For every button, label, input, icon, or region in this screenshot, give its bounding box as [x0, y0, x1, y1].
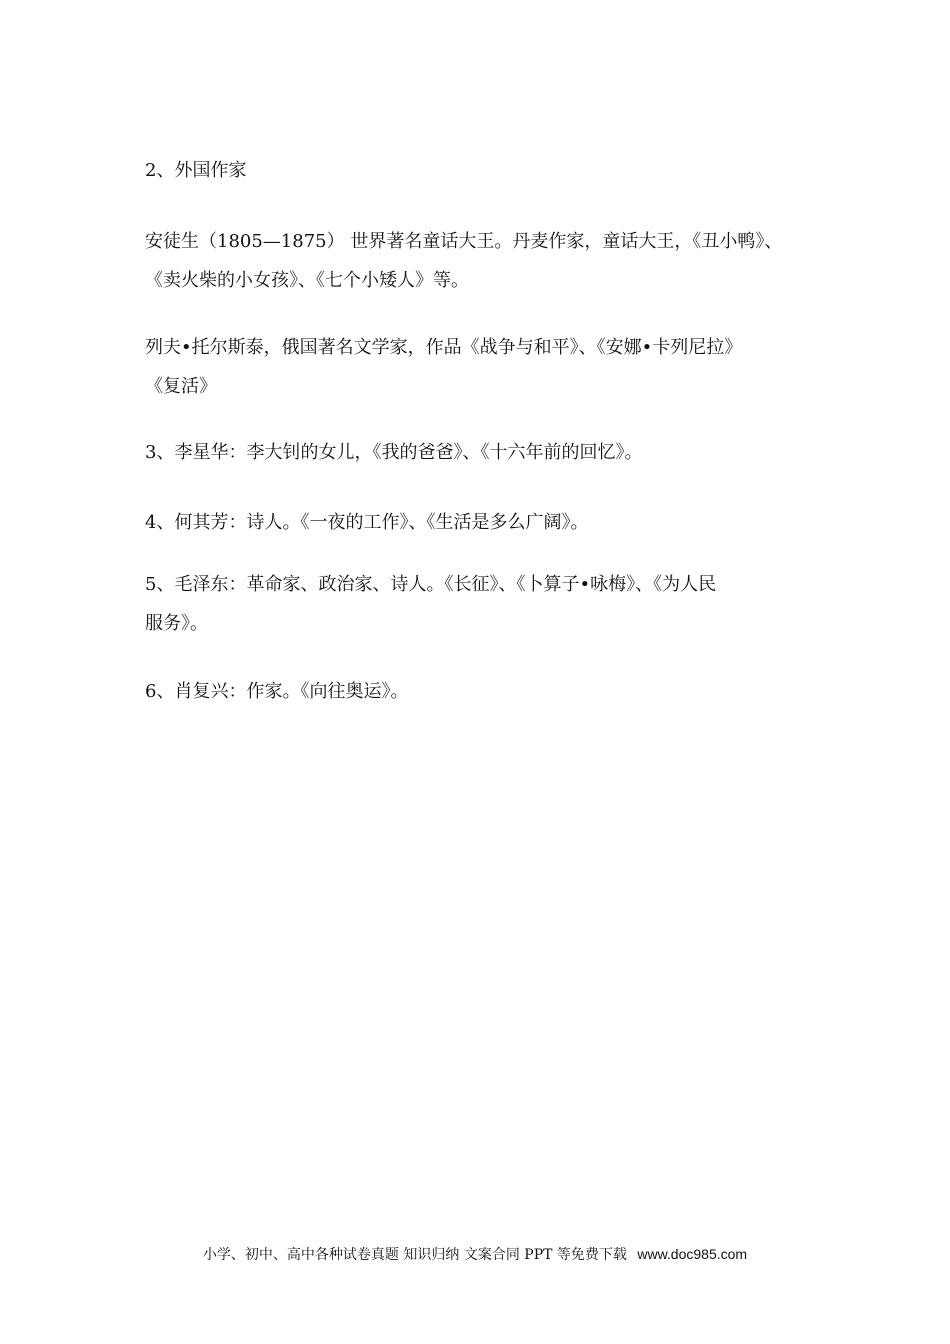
- text-line: 服务》。: [145, 613, 208, 634]
- paragraph-xiao-fuxing: [145, 672, 835, 711]
- text-line: 4、何其芳：诗人。《一夜的工作》、《生活是多么广阔》。: [145, 512, 589, 533]
- paragraph-he-qifang: [145, 503, 835, 542]
- text-line: 6、肖复兴：作家。《向往奥运》。: [145, 681, 409, 702]
- footer-text: 小学、初中、高中各种试卷真题 知识归纳 文案合同 PPT 等免费下载: [202, 1247, 627, 1263]
- paragraph-andersen: [145, 222, 835, 300]
- page-footer: [0, 1242, 950, 1267]
- paragraph-tolstoy: [145, 328, 835, 406]
- text-line: 5、毛泽东：革命家、政治家、诗人。《长征》、《卜算子•咏梅》、《为人民: [145, 574, 717, 595]
- heading-foreign-writers: [145, 151, 835, 190]
- text-line: 安徒生（1805—1875） 世界著名童话大王。丹麦作家，童话大王，《丑小鸭》、: [145, 231, 783, 252]
- footer-url[interactable]: www.doc985.com: [637, 1246, 748, 1262]
- text-line: 《复活》: [145, 376, 217, 397]
- paragraph-mao-zedong: [145, 565, 835, 643]
- text-line: 《卖火柴的小女孩》、《七个小矮人》等。: [145, 270, 469, 291]
- text-line: 2、外国作家: [145, 160, 247, 181]
- text-line: 列夫•托尔斯泰，俄国著名文学家，作品《战争与和平》、《安娜•卡列尼拉》: [145, 337, 743, 358]
- text-line: 3、李星华：李大钊的女儿，《我的爸爸》、《十六年前的回忆》。: [145, 442, 643, 463]
- paragraph-li-xinghua: [145, 433, 835, 472]
